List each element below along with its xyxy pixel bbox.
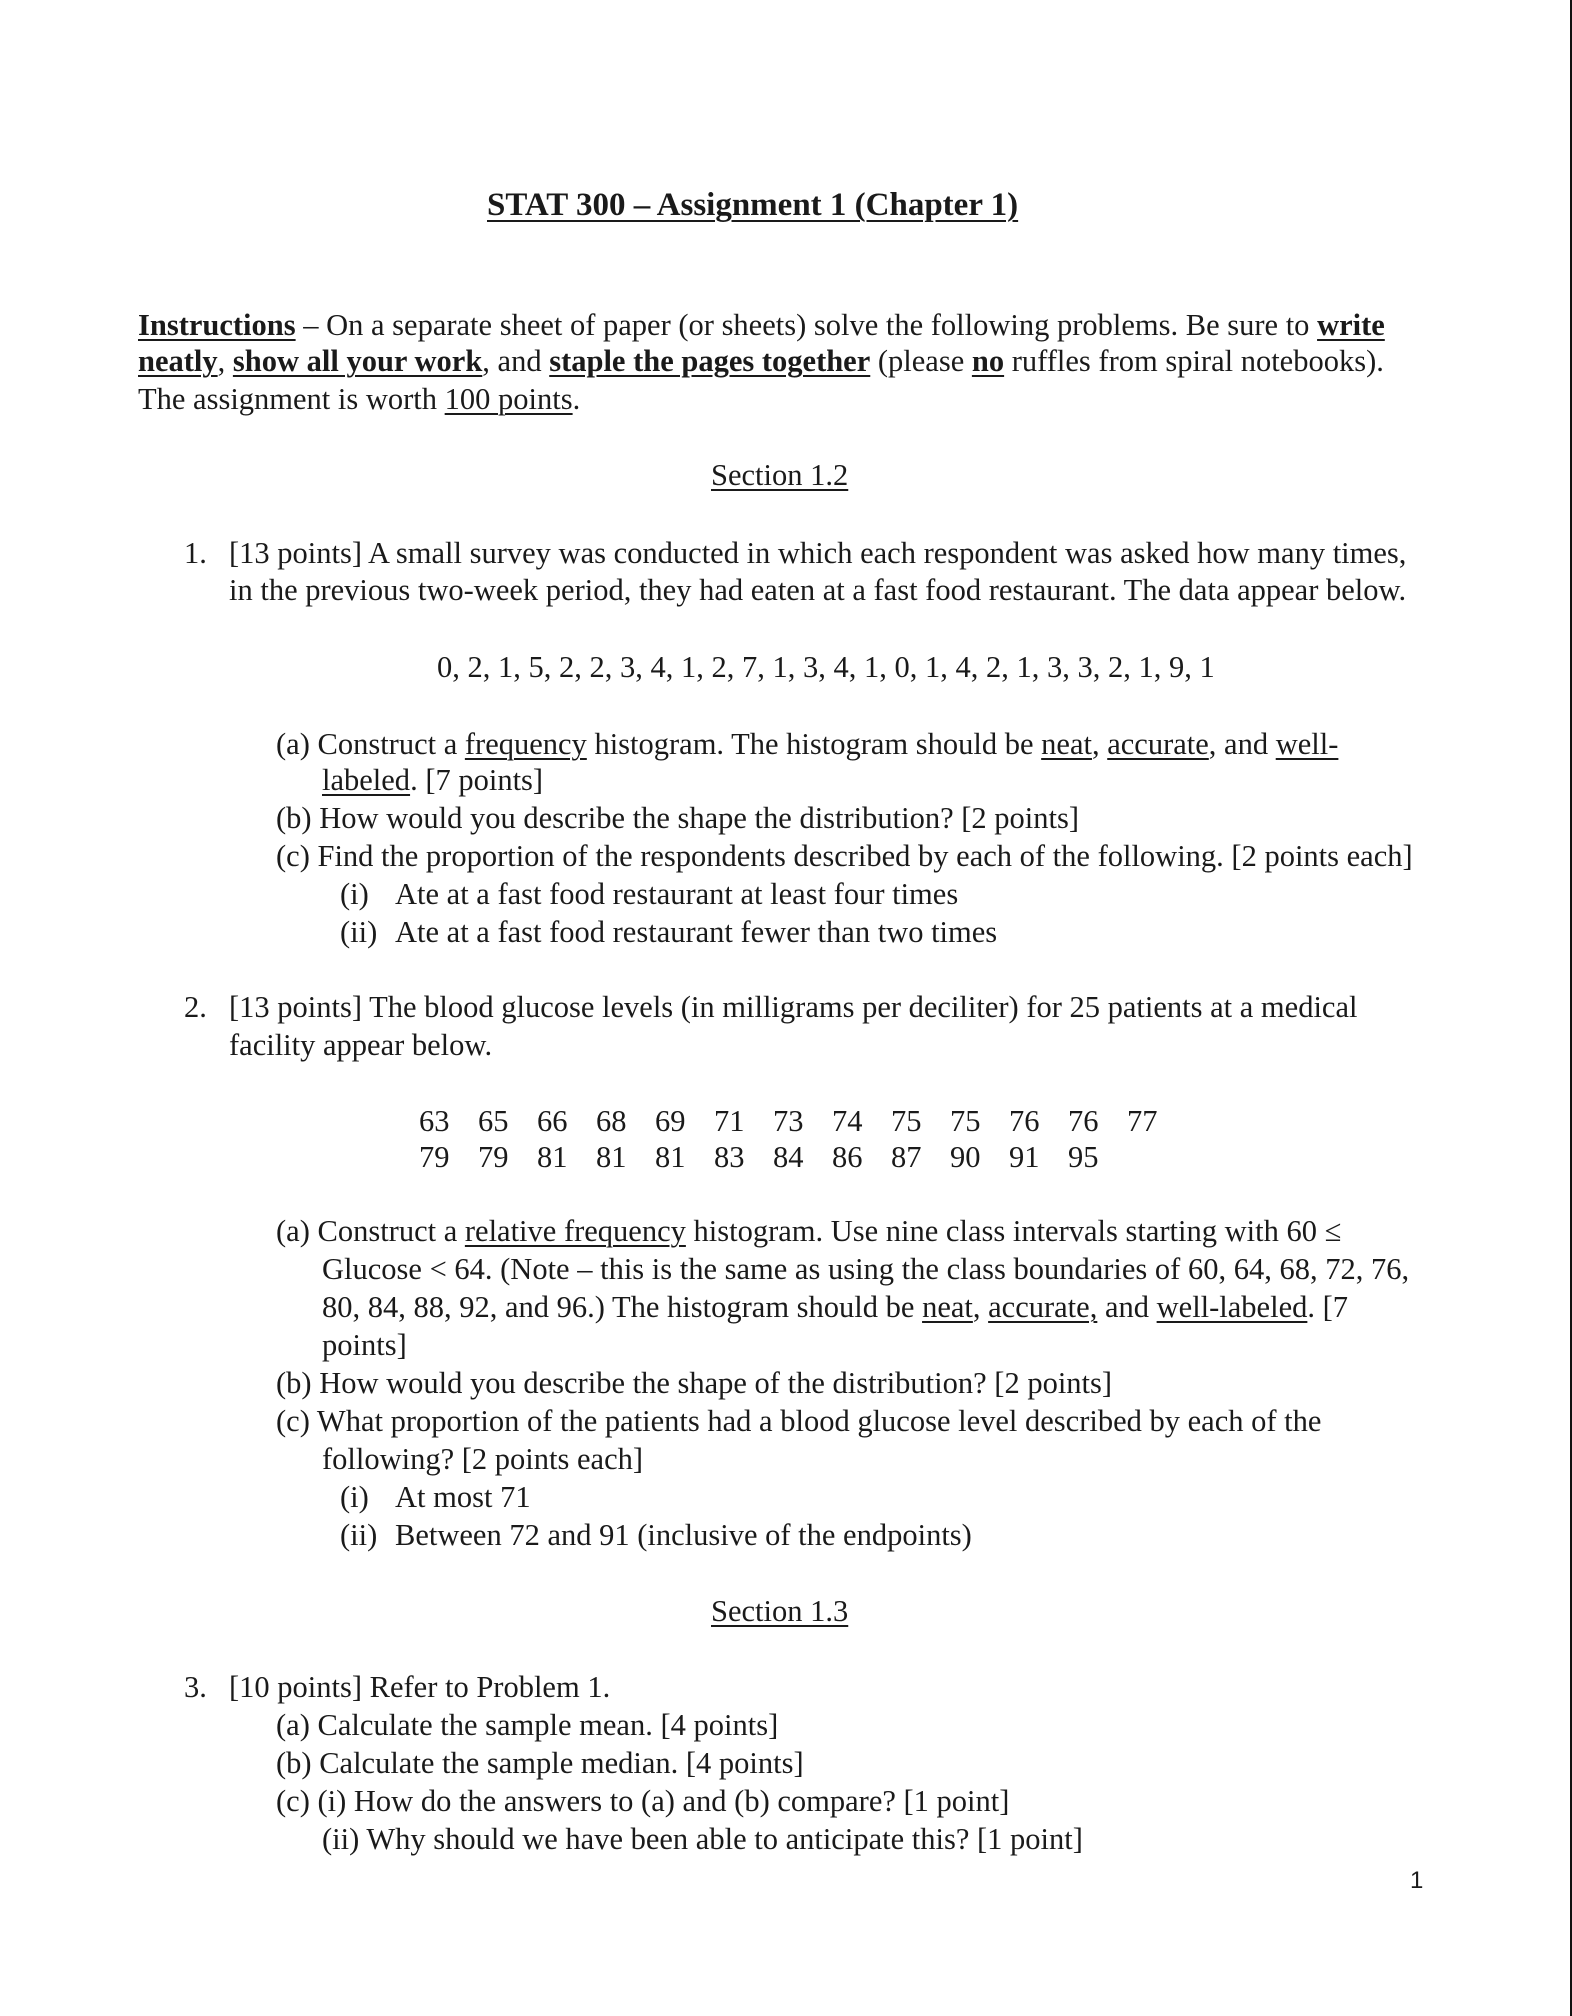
problem-1-part-c-i: Ate at a fast food restaurant at least four times [395, 877, 959, 911]
problem-1-data: 0, 2, 1, 5, 2, 2, 3, 4, 1, 2, 7, 1, 3, 4, 1, 0, 1, 4, 2, 1, 3, 3, 2, 1, 9, 1 [437, 650, 1215, 684]
problem-1-part-a: (a) Construct a frequency histogram. The histogram should be neat, accurate, and well- [276, 727, 1339, 761]
glucose-value: 90 [950, 1140, 981, 1174]
glucose-value: 68 [596, 1104, 627, 1138]
glucose-value: 81 [655, 1140, 686, 1174]
emphasis-show-work: show all your work [232, 344, 483, 378]
section-heading-1-2: Section 1.2 [711, 458, 849, 492]
problem-2-part-c-i: At most 71 [395, 1480, 531, 1514]
glucose-value: 75 [950, 1104, 981, 1138]
problem-2-part-a-line-2: Glucose < 64. (Note – this is the same as using the class boundaries of 60, 64, 68, 72, 76, [322, 1252, 1410, 1286]
problem-1-part-c-ii: Ate at a fast food restaurant fewer than two times [395, 915, 998, 949]
glucose-value: 79 [478, 1140, 509, 1174]
problem-3-number: 3. [184, 1670, 207, 1704]
glucose-value: 79 [419, 1140, 450, 1174]
problem-3-line-1: [10 points] Refer to Problem 1. [229, 1670, 611, 1704]
problem-2-number: 2. [184, 990, 207, 1024]
glucose-value: 71 [714, 1104, 745, 1138]
glucose-value: 77 [1127, 1104, 1158, 1138]
problem-2-part-b: (b) How would you describe the shape of the distribution? [2 points] [276, 1366, 1113, 1400]
instructions-line-1: Instructions – On a separate sheet of paper (or sheets) solve the following problems. Be sure to write [138, 308, 1385, 342]
problem-3-part-c: (c) (i) How do the answers to (a) and (b) compare? [1 point] [276, 1784, 1010, 1818]
glucose-value: 76 [1009, 1104, 1040, 1138]
problem-1-part-c-ii-num: (ii) [340, 915, 378, 949]
emphasis-neatly: neatly [138, 344, 218, 378]
problem-2-part-a-line-4: points] [322, 1328, 407, 1362]
glucose-value: 76 [1068, 1104, 1099, 1138]
glucose-value: 69 [655, 1104, 686, 1138]
problem-2-part-c: (c) What proportion of the patients had a blood glucose level described by each of the [276, 1404, 1322, 1438]
problem-1-part-b: (b) How would you describe the shape the distribution? [2 points] [276, 801, 1080, 835]
glucose-data-row-1 [419, 1102, 1186, 1140]
problem-2-part-c-ii-num: (ii) [340, 1518, 378, 1552]
instructions-line-3: The assignment is worth 100 points. [138, 382, 581, 416]
emphasis-staple: staple the pages together [549, 344, 871, 378]
glucose-value: 84 [773, 1140, 804, 1174]
problem-1-line-2: in the previous two-week period, they had eaten at a fast food restaurant. The data appear below. [229, 573, 1407, 607]
glucose-value: 86 [832, 1140, 863, 1174]
glucose-data-row-2 [419, 1138, 1127, 1176]
problem-2-part-c-line-2: following? [2 points each] [322, 1442, 644, 1476]
problem-2-part-c-ii: Between 72 and 91 (inclusive of the endpoints) [395, 1518, 972, 1552]
glucose-value: 73 [773, 1104, 804, 1138]
glucose-value: 66 [537, 1104, 568, 1138]
instructions-label: Instructions [138, 308, 296, 342]
problem-1-part-a-cont: labeled. [7 points] [322, 763, 544, 797]
problem-1-part-c-i-num: (i) [340, 877, 369, 911]
instructions-line-2: neatly, show all your work, and staple the pages together (please no ruffles from spiral notebooks). [138, 344, 1384, 378]
problem-2-line-1: [13 points] The blood glucose levels (in milligrams per deciliter) for 25 patients at a medical [229, 990, 1358, 1024]
problem-1-part-c: (c) Find the proportion of the respondents described by each of the following. [2 points each] [276, 839, 1413, 873]
glucose-value: 74 [832, 1104, 863, 1138]
glucose-value: 91 [1009, 1140, 1040, 1174]
problem-3-part-b: (b) Calculate the sample median. [4 points] [276, 1746, 804, 1780]
glucose-value: 75 [891, 1104, 922, 1138]
glucose-value: 81 [596, 1140, 627, 1174]
glucose-value: 81 [537, 1140, 568, 1174]
problem-1-number: 1. [184, 536, 207, 570]
glucose-value: 83 [714, 1140, 745, 1174]
problem-2-part-a: (a) Construct a relative frequency histogram. Use nine class intervals starting with 60 ≤ [276, 1214, 1342, 1248]
problem-2-line-2: facility appear below. [229, 1028, 493, 1062]
glucose-value: 95 [1068, 1140, 1099, 1174]
glucose-value: 63 [419, 1104, 450, 1138]
problem-2-part-c-i-num: (i) [340, 1480, 369, 1514]
problem-1-line-1: [13 points] A small survey was conducted in which each respondent was asked how many times, [229, 536, 1407, 570]
glucose-value: 65 [478, 1104, 509, 1138]
total-points: 100 points [444, 382, 573, 416]
problem-2-part-a-line-3: 80, 84, 88, 92, and 96.) The histogram should be neat, accurate, and well-labeled. [7 [322, 1290, 1349, 1324]
glucose-value: 87 [891, 1140, 922, 1174]
problem-3-part-a: (a) Calculate the sample mean. [4 points] [276, 1708, 779, 1742]
page-number: 1 [1410, 1867, 1424, 1894]
emphasis-write: write [1317, 308, 1385, 342]
section-heading-1-3: Section 1.3 [711, 1594, 849, 1628]
page-title: STAT 300 – Assignment 1 (Chapter 1) [487, 187, 1019, 223]
problem-3-part-c-ii: (ii) Why should we have been able to anticipate this? [1 point] [322, 1822, 1083, 1856]
emphasis-no: no [971, 344, 1005, 378]
